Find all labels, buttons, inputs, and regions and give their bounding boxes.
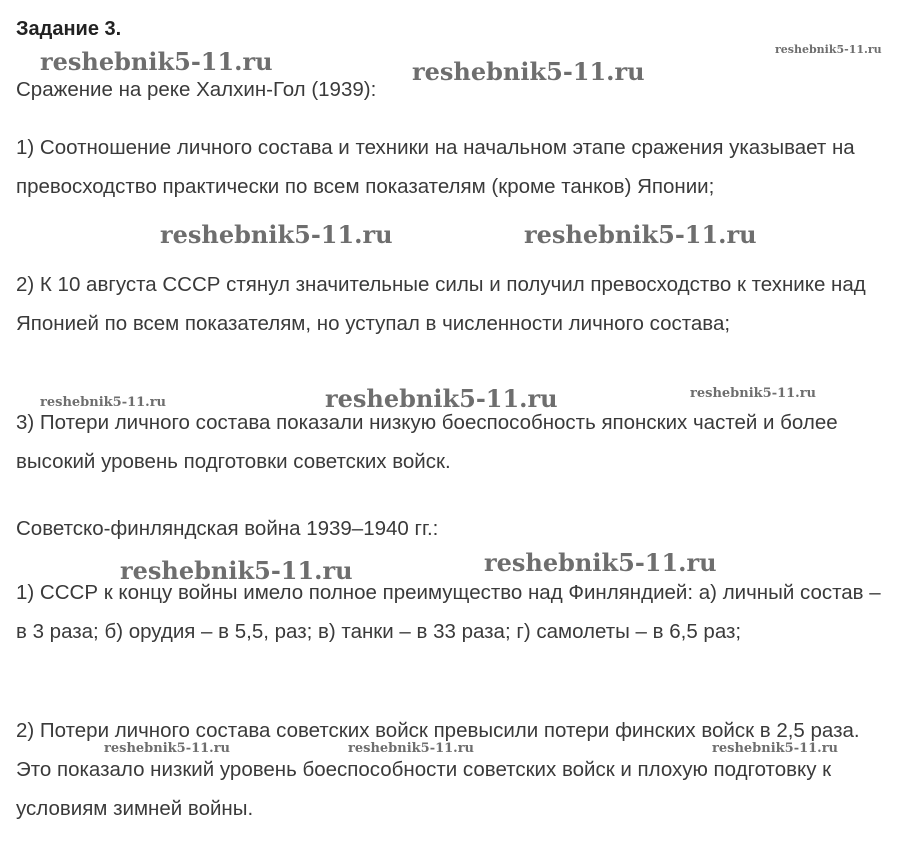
watermark: reshebnik5-11.ru xyxy=(690,386,817,401)
watermark: reshebnik5-11.ru xyxy=(40,47,273,76)
section2-point-2: 2) Потери личного состава советских войск превысили потери финских войск в 2,5 раза. Это показало низкий уровень боеспособности советских войск и плохую подготовку к условиям зимней войны. xyxy=(16,719,860,820)
watermark: reshebnik5-11.ru xyxy=(325,384,558,413)
section2-point-1: 1) СССР к концу войны имело полное преимущество над Финляндией: а) личный состав – в 3 раза; б) орудия – в 5,5, раз; в) танки – в 33 раза; г) самолеты – в 6,5 раз; xyxy=(16,581,881,643)
watermark: reshebnik5-11.ru xyxy=(484,548,717,577)
watermark: reshebnik5-11.ru xyxy=(775,43,882,56)
watermark: reshebnik5-11.ru xyxy=(348,741,475,756)
task-heading: Задание 3. xyxy=(16,18,122,40)
watermark: reshebnik5-11.ru xyxy=(120,556,353,585)
section1-title: Сражение на реке Халхин-Гол (1939): xyxy=(16,78,377,101)
watermark: reshebnik5-11.ru xyxy=(412,57,645,86)
section1-point-1: 1) Соотношение личного состава и техники на начальном этапе сражения указывает на превосходство практически по всем показателям (кроме танков) Японии; xyxy=(16,136,855,198)
section2-title: Советско-финляндская война 1939–1940 гг.: xyxy=(16,517,439,540)
section1-point-2: 2) К 10 августа СССР стянул значительные силы и получил превосходство к технике над Японией по всем показателям, но уступал в численности личного состава; xyxy=(16,273,866,335)
watermark: reshebnik5-11.ru xyxy=(40,395,167,410)
watermark: reshebnik5-11.ru xyxy=(104,741,231,756)
section1-point-3: 3) Потери личного состава показали низкую боеспособность японских частей и более высокий уровень подготовки советских войск. xyxy=(16,411,838,473)
watermark: reshebnik5-11.ru xyxy=(524,220,757,249)
watermark: reshebnik5-11.ru xyxy=(160,220,393,249)
watermark: reshebnik5-11.ru xyxy=(712,741,839,756)
